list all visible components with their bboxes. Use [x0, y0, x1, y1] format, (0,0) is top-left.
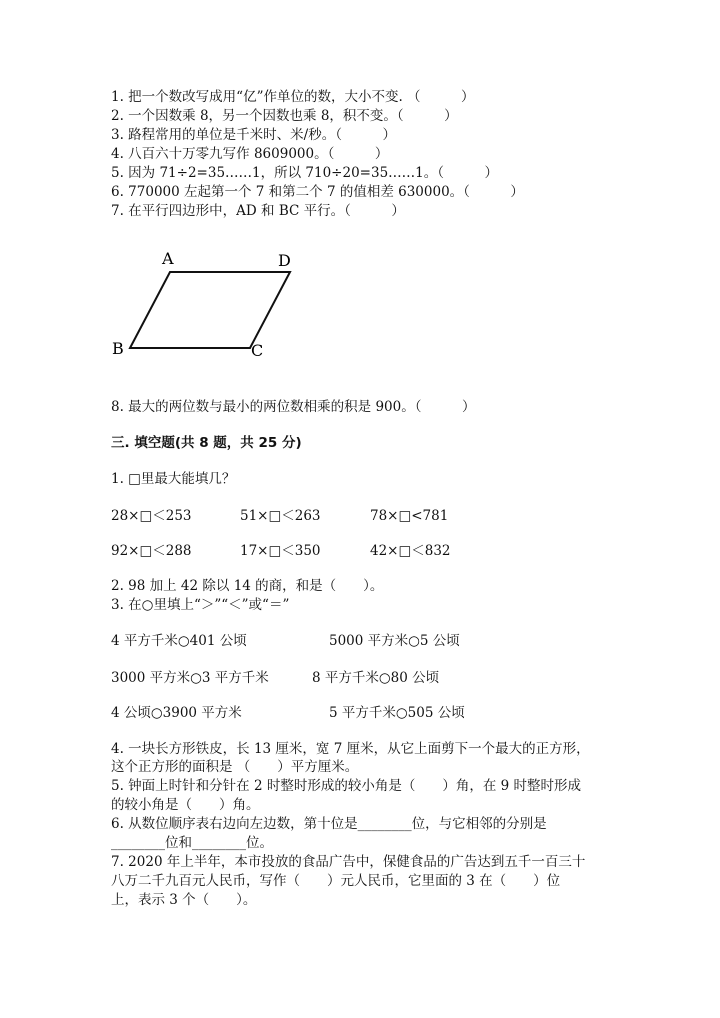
vertex-label-d: D — [278, 251, 291, 270]
fill-q6-line-2: ________位和________位。 — [111, 835, 273, 851]
fill-q1-expr-4: 92×□＜288 — [111, 543, 192, 559]
judgment-item-8: 8. 最大的两位数与最小的两位数相乘的积是 900。（ ） — [111, 399, 476, 415]
parallelogram-shape — [130, 272, 290, 348]
parallelogram-figure — [100, 238, 320, 368]
fill-q3-compare-4: 8 平方千米○80 公顷 — [312, 670, 440, 686]
fill-q4-line-1: 4. 一块长方形铁皮，长 13 厘米，宽 7 厘米，从它上面剪下一个最大的正方形， — [111, 741, 590, 757]
fill-q5-line-2: 的较小角是（ ）角。 — [111, 797, 260, 813]
fill-q3-compare-6: 5 平方千米○505 公顷 — [329, 705, 465, 721]
judgment-item-7: 7. 在平行四边形中，AD 和 BC 平行。（ ） — [111, 203, 405, 219]
fill-q6-line-1: 6. 从数位顺序表右边向左边数，第十位是________位，与它相邻的分别是 — [111, 816, 547, 832]
fill-q1-expr-2: 51×□＜263 — [240, 508, 321, 524]
fill-q7-line-3: 上，表示 3 个（ ）。 — [111, 892, 257, 908]
vertex-label-c: C — [251, 341, 264, 360]
fill-q3-compare-5: 4 公顷○3900 平方米 — [111, 705, 242, 721]
judgment-item-6: 6. 770000 左起第一个 7 和第二个 7 的值相差 630000。（ ） — [111, 184, 524, 200]
fill-q1-expr-5: 17×□＜350 — [240, 543, 321, 559]
judgment-item-4: 4. 八百六十万零九写作 8609000。（ ） — [111, 146, 389, 162]
fill-q3-compare-3: 3000 平方米○3 平方千米 — [111, 670, 269, 686]
fill-q1-expr-3: 78×□<781 — [370, 508, 449, 524]
judgment-item-5: 5. 因为 71÷2=35……1，所以 710÷20=35……1。（ ） — [111, 165, 498, 181]
vertex-label-a: A — [162, 249, 174, 268]
fill-q1-expr-6: 42×□＜832 — [370, 543, 451, 559]
fill-q7-line-1: 7. 2020 年上半年，本市投放的食品广告中，保健食品的广告达到五千一百三十 — [111, 854, 586, 870]
judgment-item-1: 1. 把一个数改写成用“亿”作单位的数，大小不变. （ ） — [111, 89, 475, 105]
judgment-item-3: 3. 路程常用的单位是千米时、米/秒。（ ） — [111, 127, 396, 143]
fill-q3-text: 3. 在○里填上“＞”“＜”或“＝” — [111, 597, 290, 613]
judgment-item-2: 2. 一个因数乘 8，另一个因数也乘 8，积不变。（ ） — [111, 108, 458, 124]
fill-q1-text: 1. □里最大能填几？ — [111, 471, 236, 487]
fill-q2-text: 2. 98 加上 42 除以 14 的商，和是（ ）。 — [111, 578, 384, 594]
fill-q7-line-2: 八万二千九百元人民币，写作（ ）元人民币，它里面的 3 在（ ）位 — [111, 873, 561, 889]
vertex-label-b: B — [112, 339, 124, 358]
fill-q4-line-2: 这个正方形的面积是 （ ）平方厘米。 — [111, 759, 359, 775]
section-title: 三. 填空题(共 8 题，共 25 分) — [111, 435, 302, 451]
fill-q3-compare-1: 4 平方千米○401 公顷 — [111, 633, 247, 649]
fill-q1-expr-1: 28×□＜253 — [111, 508, 192, 524]
fill-q3-compare-2: 5000 平方米○5 公顷 — [329, 633, 460, 649]
fill-q5-line-1: 5. 钟面上时针和分针在 2 时整时形成的较小角是（ ）角，在 9 时整时形成 — [111, 778, 582, 794]
